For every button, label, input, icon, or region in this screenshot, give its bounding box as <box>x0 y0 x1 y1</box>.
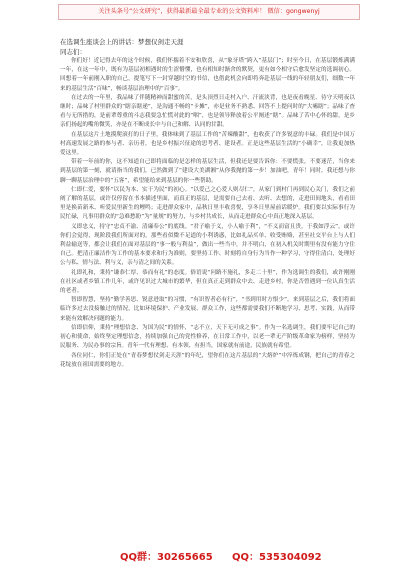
paragraph: 在过去的一年里，我品味了伴随精神而甜蜜的苦，是头顶烈日走村入户、汗流浃背，也是夜看晚星、待守天明夜以继时；品味了村里群众的“瞎亲瞎递”，是沟通不畅的“卡摊”，亦是业务不熟悉、回答不上提问时的“大嗑瞎”；品味了查看与无所措的，是前辈尊重的斗志我要急忙慌对此的“咽”，也是领导释放着公平阐述“瞎”。品味了苦中心怀的甜，是乡亲们扬起的嘴角微笑，亦是在不断成长中与自己和解、认同的甘甜。 <box>60 94 355 129</box>
qq-number: QQ：535304092 <box>232 552 322 563</box>
footer <box>0 548 408 568</box>
paragraph: 信即信仰，秉持“理想信念、为国为民”的情怀，“志不立，天下无可成之事”。作为一名选调生，我们要牢记自己的初心和使命，始终坚定理想信念，持续加强自己的党性修养，在日常工作中，以老一辈无产阶级革命家为榜样，坚持为民服务、为民办事的宗旨。青年一代有理想、有本领、有担当，国家就有前途，民族就有希望。 <box>60 324 355 350</box>
paragraph: 你们好！近记得去年的这个时候，我们怀揣着不安和欣喜，从“象牙塔”跨入“基层门”；时至今日，在基层锻炼满满一年，在这一年中，既有为基层初相遇时的生涩懵懂，也有相知时渐舍的默契，更有如今相守后愈发坚定的选调初心。回想着一年前刚入职的自己，提笔写下一封穿越时空的书信，也借此机会向即将奔赴基层一线的年轻朋友们，细数一年来的基层生活“百味”，畅谈基层治理中的“百事”。 <box>60 58 355 92</box>
document-title: 在选调生座谈会上的讲话：梦想仅剑走天涯 <box>60 38 184 46</box>
qq-group-number: QQ群：30265665 <box>120 552 213 563</box>
paragraph: 带着一年前的你，这不知道自己即将面临的是怎样的基层生活，但我还是要告诉你：不要慌张，不要迷茫，当你来到基层的第一刻，就请指当的我们，已然做到了“建设大美湖湘”从你我抛的第一步！加油吧，青年！同时，我还想与你聊一聊基层治理中的“五客”，希望能给来到基层的你一些帮助。 <box>60 159 355 184</box>
paragraph: 智即智慧，坚持“勤学善思、锐意进取”的习惯，“有识智者必有行”，“书到用时方恨少”。来到基层之后，我们将面临许多过去没接触过的情况，比如环境保护、产业发展、群众工作，这些都需要我们不断地学习、思考、实践，从而带来能有效解决问题的能力。 <box>60 297 355 322</box>
header-banner-text: 关注头条号“公文研究”，获得最新最全最专业的公文资料库！ 微信：gongwenyj <box>98 8 320 15</box>
paragraph: 各位同仁，你们正处在“青春梦想仗剑走天涯”的年纪，望你们在这片基层的“大熔炉”中淬炼成钢，把自己的青春之花绽放在祖国需要的地方。 <box>60 352 355 368</box>
paragraph: 在基层这片土地摸爬滚打的日子里，我体味到了基层工作的“苦辣酸甜”，也收获了许多锐意的丰碌。我们是中国万村高速发展之路的参与者、亲历者，也是乡村振兴征途的思考者、建设者。正是这些基层生活的“小确幸”，让我更加热爱这里。 <box>60 131 355 157</box>
paragraph: 仁即仁爱，要怀“以民为本、实干为民”的初心。“以爱己之心爱人则尽仁”，从家门到村门再到民心关门，我们之前阐了解的基层，或许仅停留在书本描述里面，而真正的基层，是需要自己去看、去听、去想的，走进田间地头，看看田里是换苗新禾、听爱民里新生的鲤鸣；走进群众家中，品秋日里丰收喜悦，享冬日里屋前话暖炉。我们要以实际事行为民忙碌，凡事用群众的“急难愁盼”为“量规”的努力，与乡村共成长，从而走进群众心中真正地深入基层。 <box>60 186 355 221</box>
paragraph: 礼即礼和，秉持“谦恭仁厚、恭而有礼”的态度。俗语说“问路不施礼，多走二十里”，作为选调生的我们，或许刚刚在社区或者乡镇工作几年，或许见识过大城市的繁华，但在真正走到群众中去、走进乡村，你是否曾遇到一位认真生活的老者。 <box>60 269 355 295</box>
paragraph: 义即忠义，持守“忠贞不渝、清廉奉公”的底线。“君子喻于义，小人喻于利”，“不义而富且贵，于我如浮云”。或许你们会觉得，现阶段我们所面对的，那些看似微不足道的小利诱惑，比如礼品买单、收受贿赂，甚至社交平台上与人们利益输送等，都会让我们在面对基层的“事一般与利益”，做出一些当中，并不明白，在初入机关时期里有没有能力守住自己。把清正廉洁作为工作的基本要求和行为准则，要坚持工作、时刻将自身行为当作一种学习，守得住清白，处理好公与私、情与法、利与义，亲与清之间的关系。 <box>60 223 355 267</box>
document-body <box>60 57 355 370</box>
header-banner <box>58 4 360 20</box>
document-greeting: 同志们： <box>60 48 86 56</box>
